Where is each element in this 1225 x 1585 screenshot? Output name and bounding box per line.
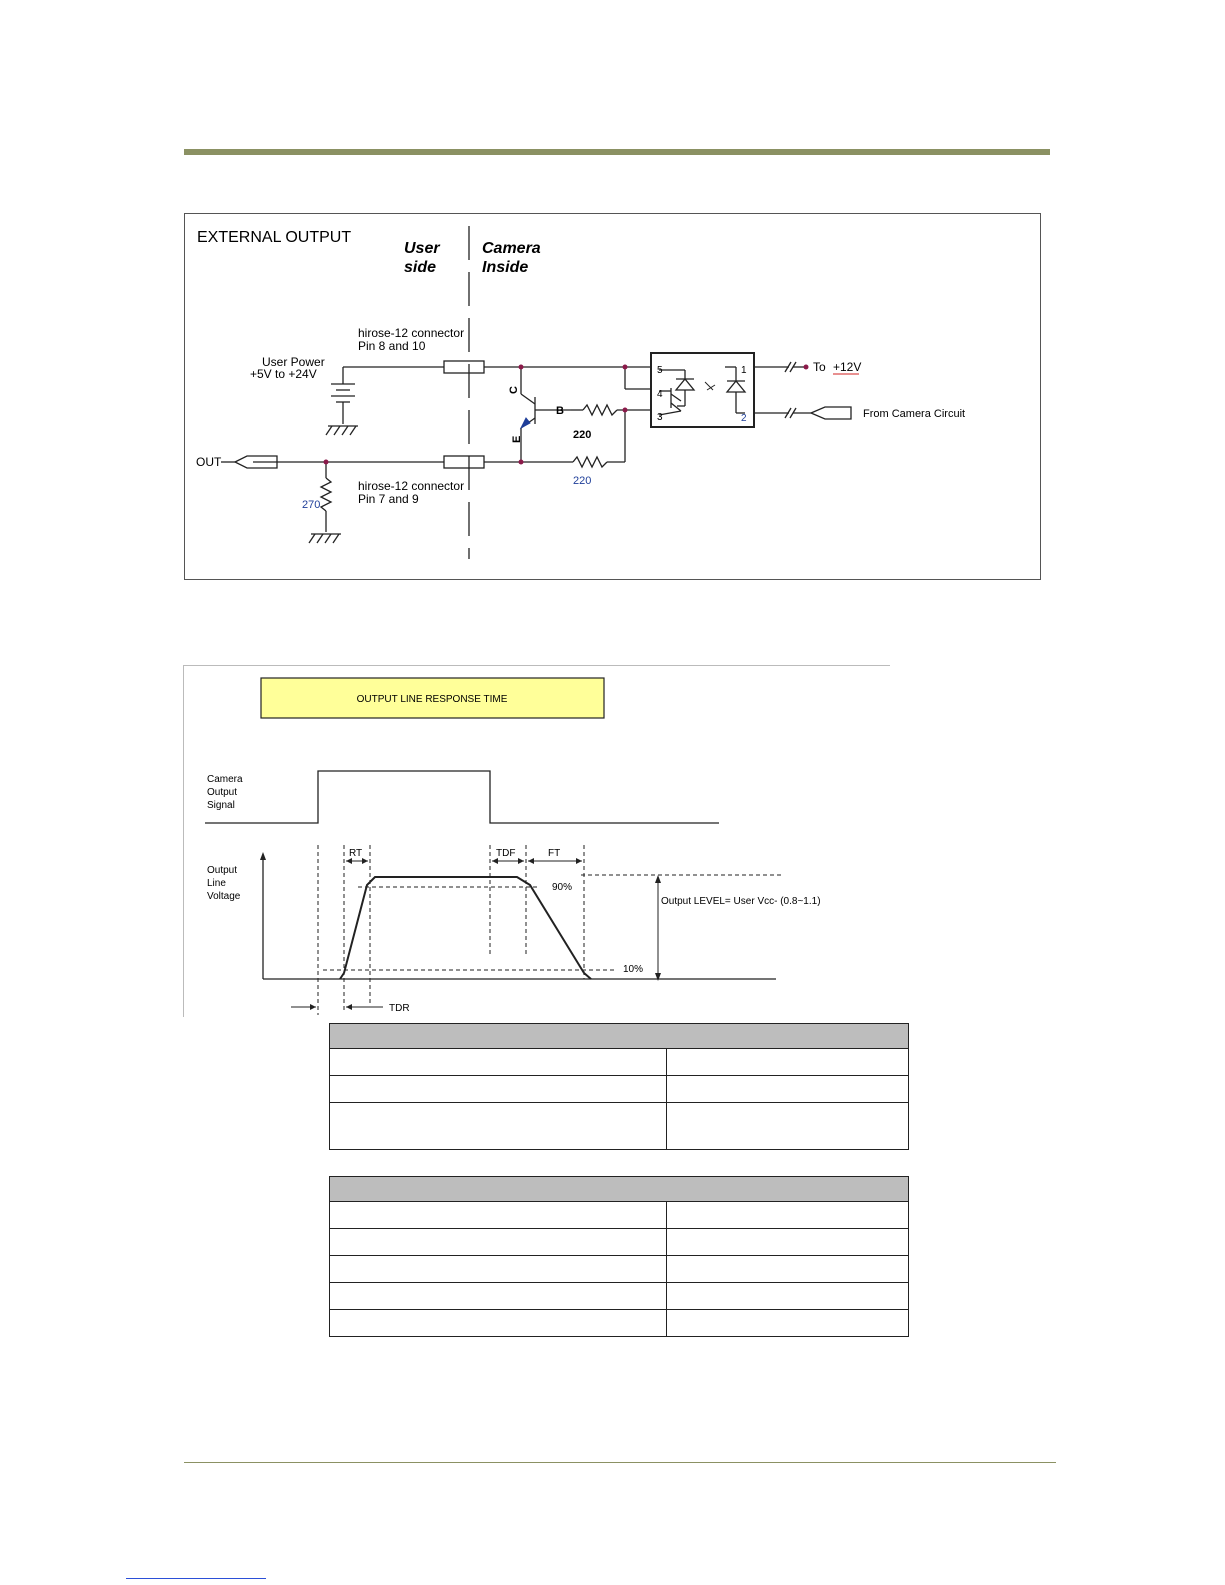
timing-p10-label: 10%: [623, 964, 644, 975]
external_output-resistor_220_b-label: 220: [573, 429, 592, 441]
response-time-chart: [183, 665, 890, 1017]
external_output-user_side-0-label: User: [404, 240, 440, 257]
timing-p90-label: 90%: [552, 882, 573, 893]
external_output-camera_inside-1-label: Inside: [482, 259, 529, 276]
timing-camera_signal-0-label: Camera: [207, 774, 243, 785]
external_output-user_side-1-label: side: [404, 259, 437, 276]
external_output-out_label-label: OUT: [196, 455, 222, 469]
external_output-pin_4-label: 4: [657, 389, 663, 400]
optocoupler: [651, 353, 754, 427]
external_output-pin_2-label: 2: [741, 413, 747, 424]
timing-ft-label: FT: [548, 848, 561, 859]
external_output-to_12v_value-label: +12V: [833, 360, 862, 374]
footer-rule: [184, 1462, 1056, 1463]
spec-table-1: [329, 1023, 909, 1150]
table-row: [330, 1283, 909, 1310]
timing-line_voltage-0-label: Output: [207, 865, 238, 876]
external-output-diagram: [184, 213, 1041, 580]
external_output-pin_1-label: 1: [741, 365, 747, 376]
table-header: [330, 1177, 909, 1202]
spec-table-2: [329, 1176, 909, 1337]
table-row: [330, 1310, 909, 1337]
external_output-resistor_270-label: 270: [302, 499, 321, 511]
external_output-from_camera-label: From Camera Circuit: [863, 408, 966, 420]
response-time-diagram: [183, 665, 890, 1017]
timing-line_voltage-2-label: Voltage: [207, 891, 241, 902]
timing-line_voltage-1-label: Line: [207, 878, 226, 889]
table-header: [330, 1024, 909, 1049]
table-row: [330, 1256, 909, 1283]
timing-camera_signal-2-label: Signal: [207, 800, 235, 811]
header-rule: [184, 149, 1050, 155]
external_output-pin_5-label: 5: [657, 365, 663, 376]
external-output-schematic: [185, 214, 1040, 579]
table-row: [330, 1049, 909, 1076]
external_output-transistor_e-label: E: [511, 435, 523, 443]
external_output-to_12v_prefix-label: To: [813, 360, 826, 374]
external_output-camera_inside-0-label: Camera: [482, 240, 541, 257]
external_output-transistor_b-label: B: [556, 405, 564, 417]
footer-link-underline[interactable]: [126, 1578, 266, 1579]
external_output-resistor_220_e-label: 220: [573, 475, 592, 487]
timing-tdf-label: TDF: [496, 848, 516, 859]
camera-circuit-terminal: [811, 407, 851, 419]
connector-top-fuse: [444, 361, 484, 373]
camera-signal-waveform: [205, 771, 719, 823]
table-row: [330, 1103, 909, 1150]
table-row: [330, 1229, 909, 1256]
response-time-title: OUTPUT LINE RESPONSE TIME: [356, 694, 508, 705]
table-row: [330, 1076, 909, 1103]
external_output-connector_top-0-label: hirose-12 connector: [358, 326, 465, 340]
external_output-connector_bottom-0-label: hirose-12 connector: [358, 479, 465, 493]
output-level-note: Output LEVEL= User Vcc- (0.8~1.1): [661, 896, 821, 907]
table-row: [330, 1202, 909, 1229]
timing-tdr-label: TDR: [389, 1003, 410, 1014]
external_output-user_power-0-label: User Power: [262, 355, 325, 369]
timing-camera_signal-1-label: Output: [207, 787, 238, 798]
timing-rt-label: RT: [349, 848, 363, 859]
external_output-connector_bottom-1-label: Pin 7 and 9: [358, 492, 419, 506]
external-output-title: EXTERNAL OUTPUT: [197, 229, 352, 246]
external_output-connector_top-1-label: Pin 8 and 10: [358, 339, 426, 353]
external_output-transistor_c-label: C: [508, 386, 520, 394]
external_output-user_power-1-label: +5V to +24V: [250, 367, 317, 381]
external_output-pin_3-label: 3: [657, 412, 663, 423]
connector-bottom-fuse: [444, 456, 484, 468]
